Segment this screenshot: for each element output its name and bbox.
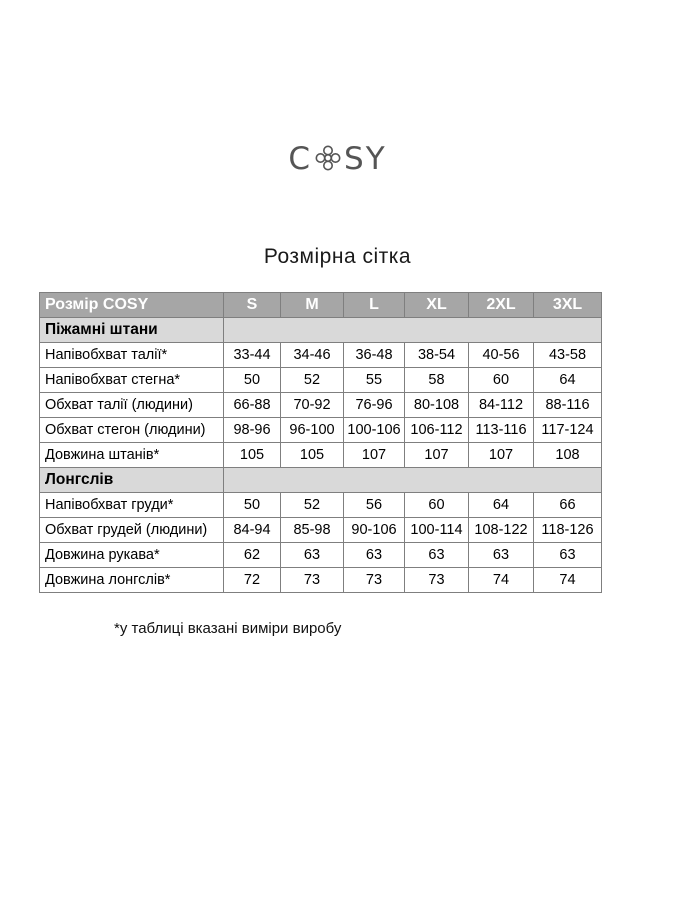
- value-cell: 64: [469, 493, 534, 518]
- value-cell: 117-124: [534, 418, 602, 443]
- value-cell: 108-122: [469, 518, 534, 543]
- value-cell: 106-112: [405, 418, 469, 443]
- row-label: Обхват грудей (людини): [40, 518, 224, 543]
- value-cell: 52: [281, 493, 344, 518]
- section-filler: [224, 318, 602, 343]
- section-row: [40, 468, 602, 493]
- value-cell: 63: [344, 543, 405, 568]
- value-cell: 105: [281, 443, 344, 468]
- table-row: [40, 568, 602, 593]
- value-cell: 80-108: [405, 393, 469, 418]
- value-cell: 73: [344, 568, 405, 593]
- header-size-cell: S: [224, 293, 281, 318]
- table-row: [40, 543, 602, 568]
- value-cell: 66: [534, 493, 602, 518]
- table-row: [40, 443, 602, 468]
- row-label: Обхват стегон (людини): [40, 418, 224, 443]
- header-size-cell: XL: [405, 293, 469, 318]
- value-cell: 100-114: [405, 518, 469, 543]
- table-row: [40, 493, 602, 518]
- value-cell: 88-116: [534, 393, 602, 418]
- header-label-cell: Розмір COSY: [40, 293, 224, 318]
- table-row: [40, 518, 602, 543]
- table-row: [40, 418, 602, 443]
- value-cell: 62: [224, 543, 281, 568]
- value-cell: 52: [281, 368, 344, 393]
- value-cell: 74: [469, 568, 534, 593]
- section-filler: [224, 468, 602, 493]
- table-row: [40, 343, 602, 368]
- table-row: [40, 393, 602, 418]
- row-label: Напівобхват стегна*: [40, 368, 224, 393]
- value-cell: 98-96: [224, 418, 281, 443]
- flower-icon: [313, 143, 343, 173]
- value-cell: 118-126: [534, 518, 602, 543]
- value-cell: 34-46: [281, 343, 344, 368]
- footnote: *у таблиці вказані виміри виробу: [114, 620, 342, 637]
- value-cell: 56: [344, 493, 405, 518]
- value-cell: 36-48: [344, 343, 405, 368]
- value-cell: 96-100: [281, 418, 344, 443]
- value-cell: 63: [405, 543, 469, 568]
- value-cell: 33-44: [224, 343, 281, 368]
- table-row: [40, 368, 602, 393]
- value-cell: 55: [344, 368, 405, 393]
- value-cell: 43-58: [534, 343, 602, 368]
- row-label: Довжина штанів*: [40, 443, 224, 468]
- value-cell: 107: [344, 443, 405, 468]
- row-label: Напівобхват талії*: [40, 343, 224, 368]
- value-cell: 113-116: [469, 418, 534, 443]
- row-label: Напівобхват груди*: [40, 493, 224, 518]
- value-cell: 107: [405, 443, 469, 468]
- value-cell: 90-106: [344, 518, 405, 543]
- value-cell: 73: [405, 568, 469, 593]
- value-cell: 84-94: [224, 518, 281, 543]
- value-cell: 84-112: [469, 393, 534, 418]
- row-label: Довжина лонгслів*: [40, 568, 224, 593]
- value-cell: 100-106: [344, 418, 405, 443]
- value-cell: 74: [534, 568, 602, 593]
- header-size-cell: M: [281, 293, 344, 318]
- section-title: Лонгслів: [40, 468, 224, 493]
- table-header-row: [40, 293, 602, 318]
- section-title: Піжамні штани: [40, 318, 224, 343]
- value-cell: 63: [469, 543, 534, 568]
- brand-logo-right: SY: [344, 141, 387, 177]
- value-cell: 66-88: [224, 393, 281, 418]
- value-cell: 63: [281, 543, 344, 568]
- value-cell: 73: [281, 568, 344, 593]
- page-title: Розмірна сітка: [263, 245, 412, 268]
- value-cell: 70-92: [281, 393, 344, 418]
- section-row: [40, 318, 602, 343]
- value-cell: 60: [405, 493, 469, 518]
- value-cell: 38-54: [405, 343, 469, 368]
- header-size-cell: L: [344, 293, 405, 318]
- size-table-body: [40, 293, 602, 593]
- value-cell: 85-98: [281, 518, 344, 543]
- header-size-cell: 2XL: [469, 293, 534, 318]
- value-cell: 72: [224, 568, 281, 593]
- value-cell: 76-96: [344, 393, 405, 418]
- value-cell: 58: [405, 368, 469, 393]
- value-cell: 60: [469, 368, 534, 393]
- value-cell: 105: [224, 443, 281, 468]
- header-size-cell: 3XL: [534, 293, 602, 318]
- value-cell: 107: [469, 443, 534, 468]
- value-cell: 64: [534, 368, 602, 393]
- value-cell: 40-56: [469, 343, 534, 368]
- value-cell: 108: [534, 443, 602, 468]
- brand-logo: [0, 141, 675, 177]
- row-label: Обхват талії (людини): [40, 393, 224, 418]
- size-table: [39, 292, 602, 593]
- value-cell: 50: [224, 368, 281, 393]
- brand-logo-left: C: [288, 141, 313, 177]
- value-cell: 50: [224, 493, 281, 518]
- row-label: Довжина рукава*: [40, 543, 224, 568]
- value-cell: 63: [534, 543, 602, 568]
